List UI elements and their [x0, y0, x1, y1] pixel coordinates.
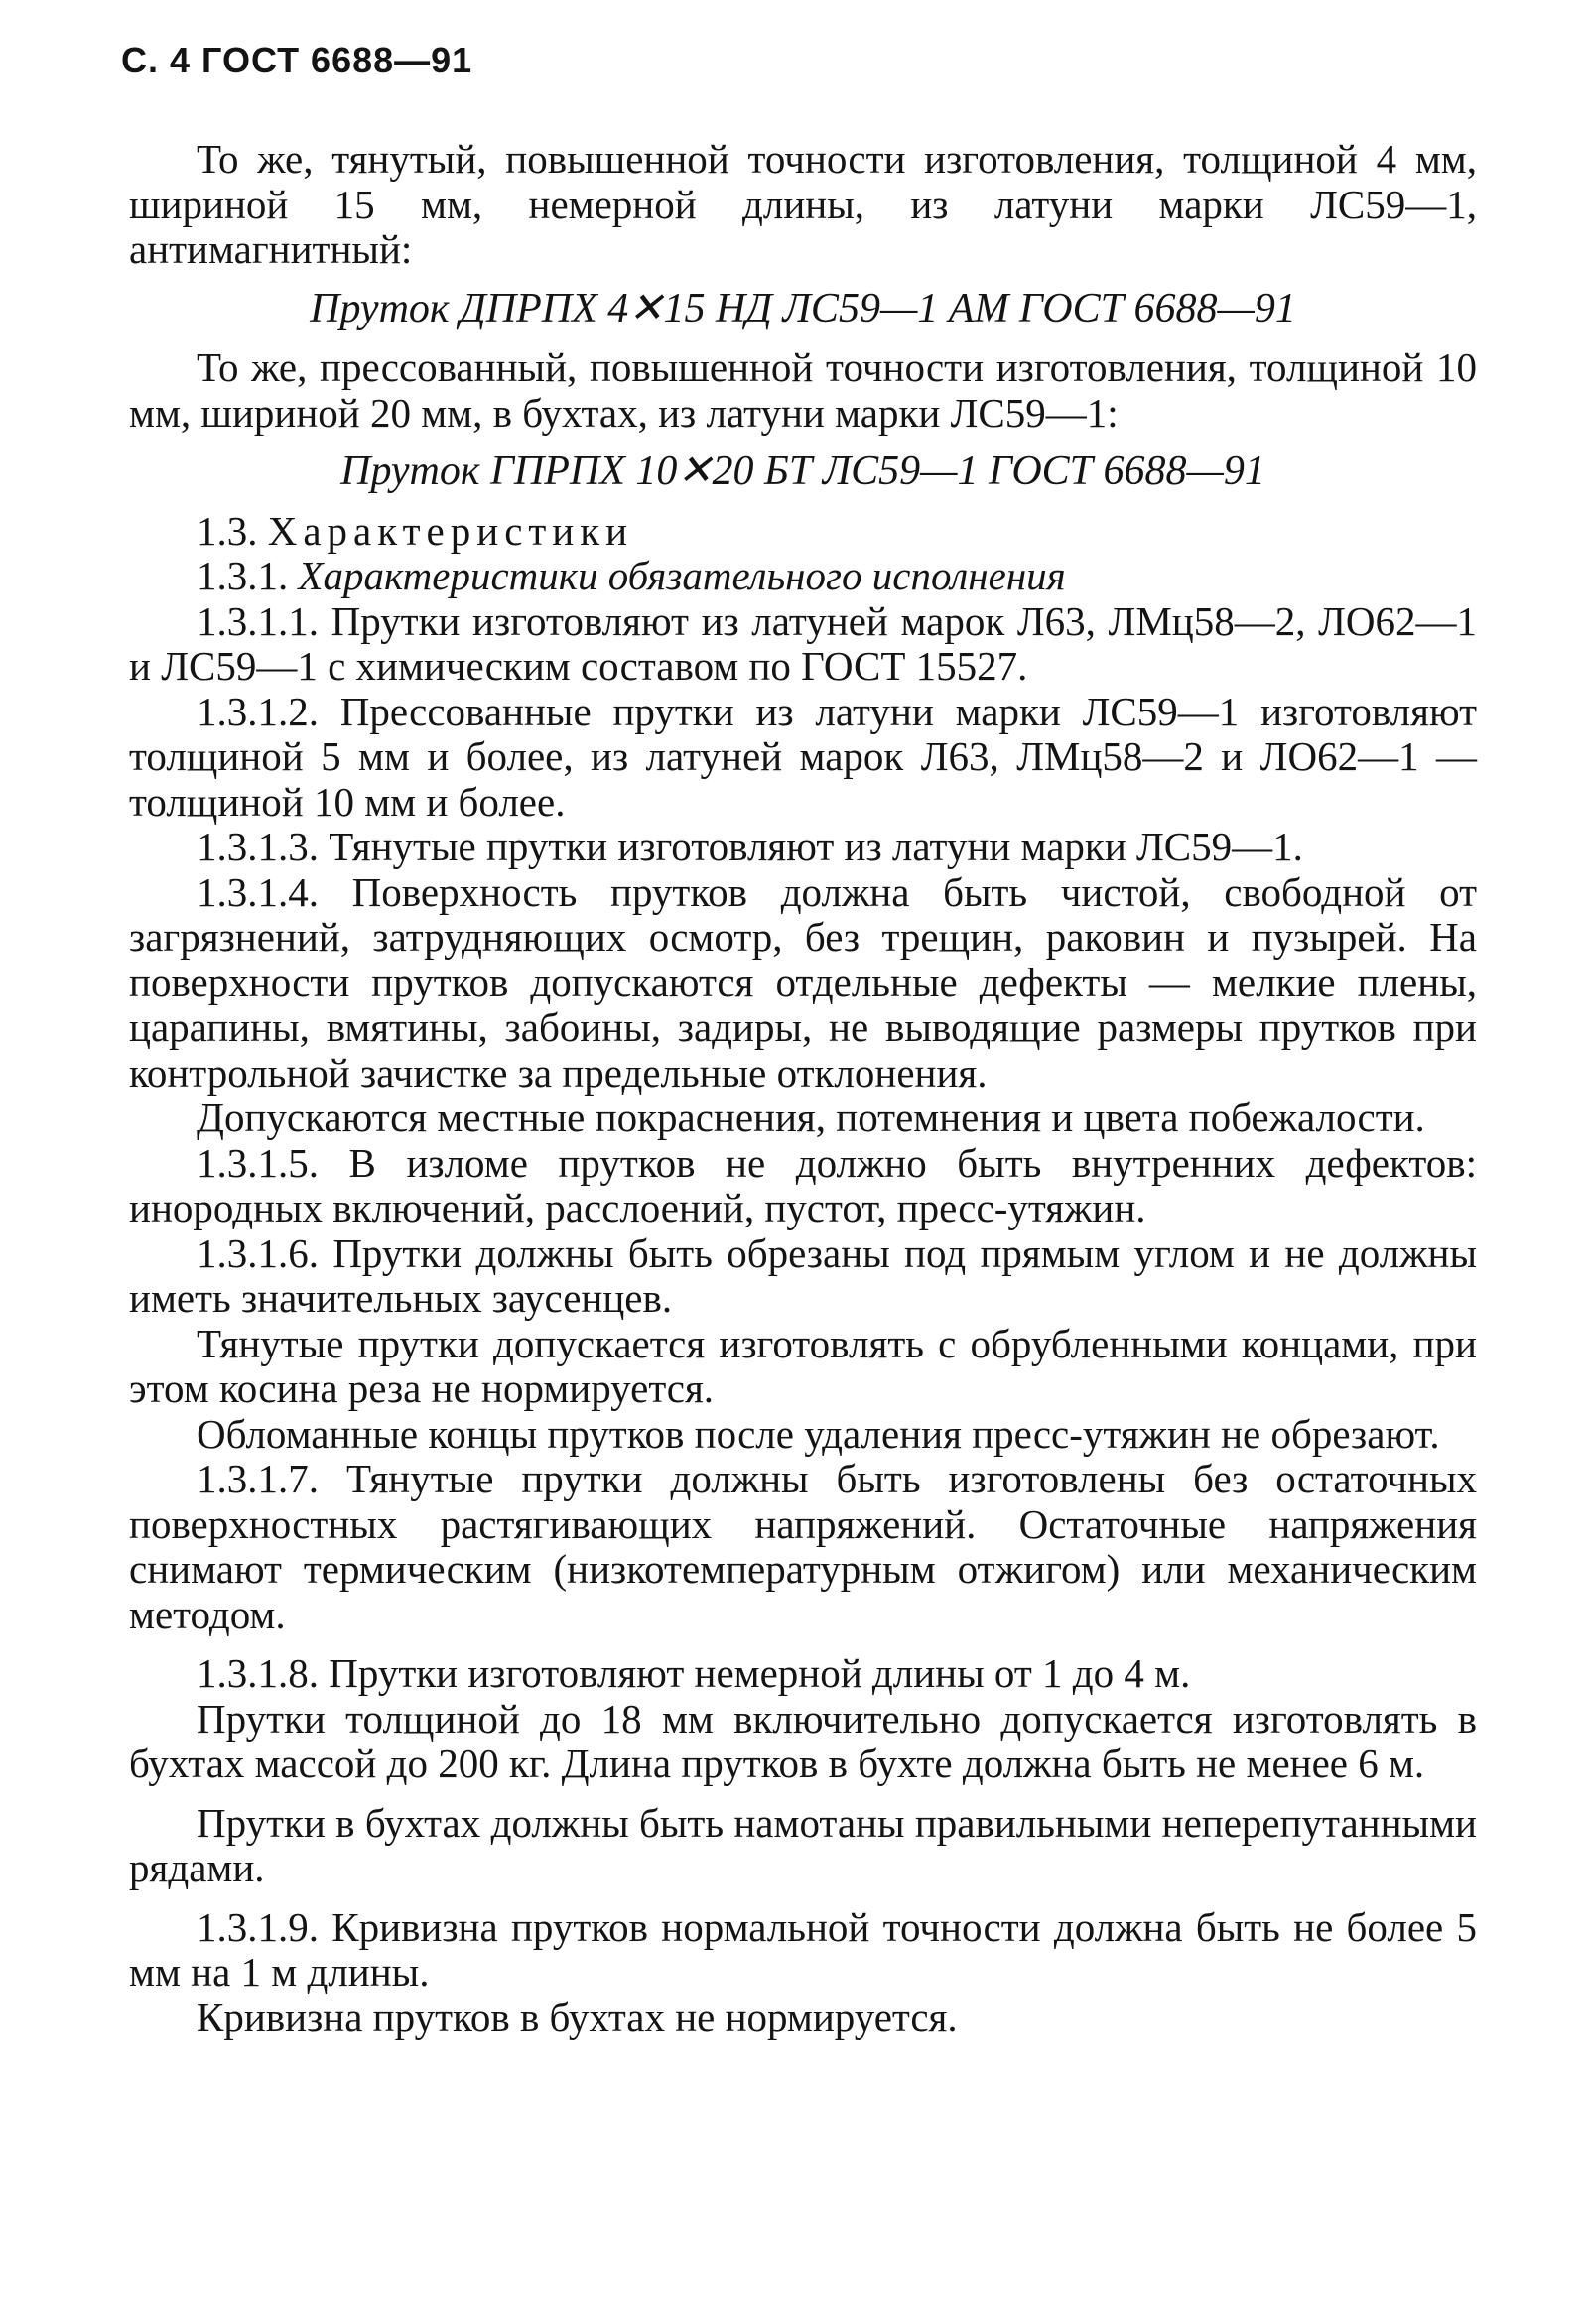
- clause: 1.3.1.8. Прутки изготовляют немерной длины от 1 до 4 м.: [197, 1650, 1191, 1696]
- paragraph: Кривизна прутков в бухтах не нормируется.: [197, 1994, 958, 2040]
- clause: 1.3.1.6. Прутки должны быть обрезаны под прямым углом и не должны иметь значительных заусенцев.: [129, 1229, 1477, 1321]
- clause: 1.3.1.9. Кривизна прутков нормальной точности должна быть не более 5 мм на 1 м длины.: [129, 1903, 1477, 1995]
- document-body: [129, 137, 1477, 2040]
- clause: 1.3.1.1. Прутки изготовляют из латуней марок Л63, ЛМц58—2, ЛО62—1 и ЛС59—1 с химическим составом по ГОСТ 15527.: [129, 597, 1477, 689]
- paragraph: Прутки в бухтах должны быть намотаны правильными неперепутанными рядами.: [129, 1799, 1477, 1890]
- page-header: С. 4 ГОСТ 6688—91: [121, 40, 473, 80]
- clause: 1.3.1.4. Поверхность прутков должна быть чистой, свободной от загрязнений, затрудняющих осмотр, без трещин, раковин и пузырей. На поверхности прутков допускаются отдельные дефекты — мелкие плены, царапины, вмятины, забоины, задиры, не выводящие размеры прутков при контрольной зачистке за предельные отклонения.: [129, 868, 1477, 1096]
- clause: 1.3.1.5. В изломе прутков не должно быть внутренних дефектов: инородных включений, расслоений, пустот, пресс-утяжин.: [129, 1139, 1477, 1230]
- section-number: 1.3.: [197, 507, 258, 554]
- section-title: Характеристики обязательного исполнения: [298, 553, 1066, 598]
- paragraph: То же, прессованный, повышенной точности изготовления, толщиной 10 мм, шириной 20 мм, в бухтах, из латуни марки ЛС59—1:: [129, 344, 1477, 436]
- clause: 1.3.1.7. Тянутые прутки должны быть изготовлены без остаточных поверхностных растягивающих напряжений. Остаточные напряжения снимают термическим (низкотемпературным отжигом) или механическим методом.: [129, 1456, 1477, 1637]
- clause: 1.3.1.2. Прессованные прутки из латуни марки ЛС59—1 изготовляют толщиной 5 мм и более, из латуней марок Л63, ЛМц58—2 и ЛО62—1 — толщиной 10 мм и более.: [129, 688, 1477, 825]
- subsection-heading: [129, 554, 1477, 599]
- paragraph: Прутки толщиной до 18 мм включительно допускается изготовлять в бухтах массой до 200 кг. Длина прутков в бухте должна быть не менее 6 м.: [129, 1695, 1477, 1786]
- product-designation: Пруток ГПРПХ 10✕20 БТ ЛС59—1 ГОСТ 6688—91: [340, 449, 1265, 494]
- clause: 1.3.1.3. Тянутые прутки изготовляют из латуни марки ЛС59—1.: [197, 824, 1303, 869]
- product-designation: Пруток ДПРПХ 4✕15 НД ЛС59—1 АМ ГОСТ 6688—91: [310, 285, 1296, 331]
- paragraph: То же, тянутый, повышенной точности изготовления, толщиной 4 мм, шириной 15 мм, немерной длины, из латуни марки ЛС59—1, антимагнитный:: [129, 136, 1477, 272]
- paragraph: Обломанные концы прутков после удаления пресс-утяжин не обрезают.: [197, 1410, 1440, 1457]
- paragraph: Тянутые прутки допускается изготовлять с обрубленными концами, при этом косина реза не нормируется.: [129, 1320, 1477, 1411]
- section-heading: [129, 509, 1477, 555]
- paragraph: Допускаются местные покраснения, потемнения и цвета побежалости.: [197, 1095, 1425, 1140]
- section-number: 1.3.1.: [197, 553, 289, 598]
- section-title: Характеристики: [267, 507, 634, 554]
